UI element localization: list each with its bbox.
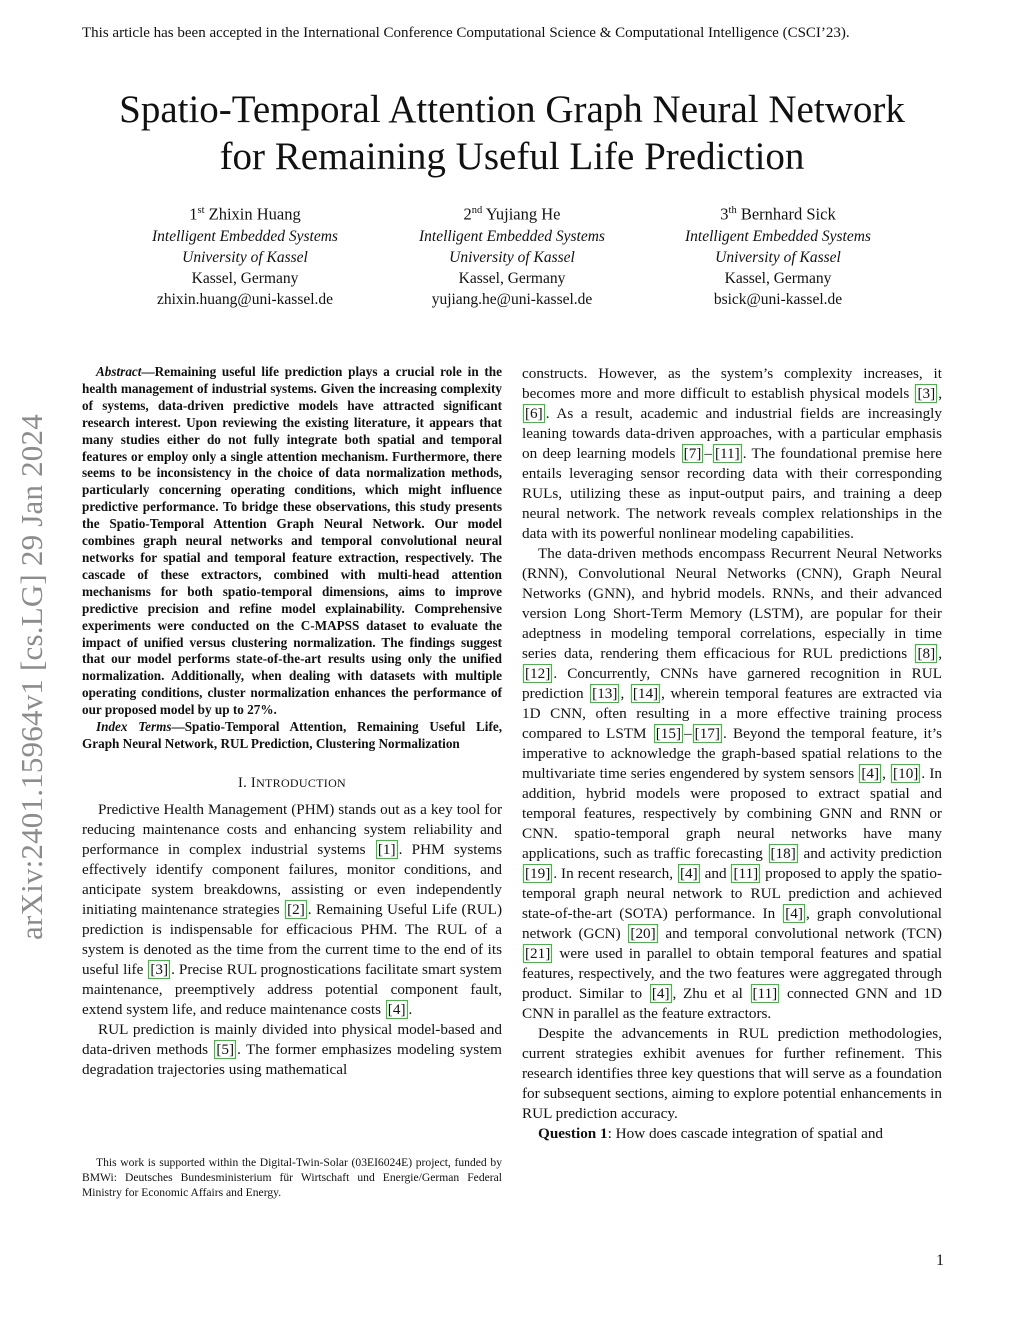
author-block-2 (382, 200, 642, 310)
citation-link[interactable]: [17] (694, 725, 720, 742)
text-run: The data-driven methods encompass Recurrent Neural Networks (RNN), Convolutional Neural Networks (CNN), Graph Neural Networks (GNN), and hybrid models. RNNs, and their advanced version Long Short-Term Memory (LSTM), are popular for their adeptness in modeling temporal correlations, especially in time series data, rendering them efficacious for RUL predictions (522, 545, 942, 662)
author-name: Bernhard Sick (740, 204, 836, 224)
abstract (82, 364, 502, 719)
title-line-2: for Remaining Useful Life Prediction (219, 135, 805, 178)
citation-link[interactable]: [5] (216, 1040, 235, 1058)
text-run: . Precise RUL prognostications facilitate smart system maintenance, preemptively address potential component fault, extend system life, and reduce maintenance costs (82, 960, 502, 1018)
text-run: , graph convolutional network (GCN) (522, 905, 942, 942)
text-run: . The foundational premise here entails leveraging sensor recording data with their corresponding RULs, utilizing these as input-output pairs, and training a deep neural network. The network reveals complex relationships in the data with its powerful nonlinear modeling capabilities. (522, 445, 942, 542)
author-order: 1 (189, 204, 198, 224)
citation-link[interactable]: [4] (651, 985, 670, 1002)
text-run: . Remaining Useful Life (RUL) prediction is indispensable for efficacious PHM. The RUL of a system is denoted as the time from the current time to the end of its useful life (82, 900, 502, 978)
author-university: University of Kassel (715, 248, 841, 266)
text-run: , (620, 685, 630, 702)
index-terms-label: Index Terms (96, 719, 172, 735)
author-order: 2 (463, 204, 472, 224)
text-run: RUL prediction is mainly divided into physical model-based and data-driven methods (82, 1020, 502, 1058)
text-run: and temporal convolutional network (TCN) (658, 925, 942, 942)
citation-link[interactable]: [2] (287, 900, 305, 918)
author-order-suffix: th (728, 205, 737, 216)
question-1 (522, 1124, 942, 1144)
text-run: proposed to apply the spatio-temporal graph neural network to RUL prediction and achieved state-of-the-art (SOTA) performance. In (522, 865, 943, 922)
text-run: connected GNN and 1D CNN in parallel as the feature extractors. (522, 985, 942, 1022)
text-run: , wherein temporal features are extracted via 1D CNN, often resulting in a more effective training process compared to LSTM (522, 685, 942, 742)
text-run: were used in parallel to obtain temporal features and spatial features, respectively, and the two features were aggregated through product. Similar to (522, 945, 942, 1002)
author-name: Zhixin Huang (208, 204, 301, 224)
right-paragraph-2 (522, 544, 942, 1024)
citation-link[interactable]: [11] (752, 985, 778, 1002)
author-department: Intelligent Embedded Systems (419, 227, 605, 245)
left-column (82, 364, 502, 1080)
citation-link[interactable]: [21] (525, 945, 551, 962)
author-name: Yujiang He (485, 204, 561, 224)
author-block-1 (115, 200, 375, 310)
footnote (82, 1155, 502, 1200)
text-run: , (938, 385, 942, 402)
author-location: Kassel, Germany (191, 269, 299, 287)
author-university: University of Kassel (182, 248, 308, 266)
text-run: . Concurrently, CNNs have garnered recognition in RUL prediction (522, 665, 942, 702)
text-run: , (938, 645, 942, 662)
text-run: . In recent research, (553, 865, 677, 882)
text-run: – (684, 725, 692, 742)
author-name-line (648, 200, 908, 225)
citation-link[interactable]: [4] (679, 865, 698, 882)
citation-link[interactable]: [12] (525, 665, 551, 682)
citation-link[interactable]: [8] (917, 645, 936, 662)
text-run: . (408, 1000, 413, 1018)
intro-paragraph-1 (82, 800, 502, 1020)
section-title: NTRODUCTION (256, 775, 347, 790)
author-order-suffix: nd (471, 205, 483, 216)
author-department: Intelligent Embedded Systems (152, 227, 338, 245)
title-line-1: Spatio-Temporal Attention Graph Neural Network (119, 88, 905, 131)
question-1-text: : How does cascade integration of spatial and (607, 1125, 884, 1142)
citation-link[interactable]: [15] (655, 725, 682, 742)
right-paragraph-1 (522, 364, 942, 544)
text-run: and (700, 865, 731, 882)
text-run: . PHM systems effectively identify component failures, monitor conditions, and anticipate system breakdowns, assisting or even independently initiating maintenance strategies (82, 840, 502, 918)
author-name-line (115, 200, 375, 225)
text-run: , Zhu et al (672, 985, 750, 1002)
citation-link[interactable]: [4] (785, 905, 803, 922)
section-number: I. I (237, 774, 257, 791)
citation-link[interactable]: [11] (714, 445, 740, 462)
paper-title (60, 86, 964, 180)
citation-link[interactable]: [4] (861, 765, 880, 782)
footnote-text: This work is supported within the Digital-Twin-Solar (03EI6024E) project, funded by BMWi: Deutsches Bundesministerium für Wirtschaft und Energie/German Federal Ministry for Economic Affairs and Energy. (82, 1156, 502, 1199)
text-run: . The former emphasizes modeling system degradation trajectories using mathematical (82, 1040, 502, 1078)
citation-link[interactable]: [20] (630, 925, 656, 942)
author-location: Kassel, Germany (724, 269, 832, 287)
author-block-3 (648, 200, 908, 310)
text-run: , (882, 765, 891, 782)
author-location: Kassel, Germany (458, 269, 566, 287)
author-email[interactable]: yujiang.he@uni-kassel.de (431, 290, 593, 308)
author-email[interactable]: bsick@uni-kassel.de (713, 290, 843, 308)
author-email[interactable]: zhixin.huang@uni-kassel.de (156, 290, 334, 308)
abstract-label: Abstract (96, 364, 142, 379)
text-run: Predictive Health Management (PHM) stands out as a key tool for reducing maintenance costs and enhancing system reliability and performance in complex industrial systems (82, 800, 502, 858)
citation-link[interactable]: [18] (770, 845, 796, 862)
index-terms-text: —Spatio-Temporal Attention, Remaining Useful Life, Graph Neural Network, RUL Prediction, Clustering Normalization (82, 719, 502, 751)
citation-link[interactable]: [1] (377, 840, 396, 858)
citation-link[interactable]: [10] (893, 765, 919, 782)
citation-link[interactable]: [4] (387, 1000, 406, 1018)
author-name-line (382, 200, 642, 225)
author-order: 3 (720, 204, 729, 224)
text-run: – (704, 445, 712, 462)
page-number: 1 (936, 1252, 944, 1269)
citation-link[interactable]: [13] (592, 685, 618, 702)
author-order-suffix: st (197, 205, 205, 216)
section-heading-introduction (82, 775, 502, 792)
text-run: . As a result, academic and industrial fields are increasingly leaning towards data-driven approaches, with a particular emphasis on deep learning models (522, 405, 942, 462)
citation-link[interactable]: [14] (632, 685, 659, 702)
citation-link[interactable]: [19] (525, 865, 551, 882)
index-terms (82, 719, 502, 753)
author-university: University of Kassel (449, 248, 575, 266)
text-run: . Beyond the temporal feature, it’s imperative to acknowledge the graph-based spatial relations to the multivariate time series engendered by system sensors (522, 725, 942, 782)
author-department: Intelligent Embedded Systems (685, 227, 871, 245)
citation-link[interactable]: [7] (683, 445, 702, 462)
citation-link[interactable]: [3] (917, 385, 936, 402)
acceptance-notice: This article has been accepted in the International Conference Computational Science & Computational Intelligence (CSCI’23). (82, 25, 850, 41)
right-paragraph-3: Despite the advancements in RUL prediction methodologies, current strategies exhibit avenues for further refinement. This research identifies three key questions that will serve as a foundation for subsequent sections, aiming to explore potential enhancements in RUL prediction accuracy. (522, 1025, 942, 1122)
arxiv-watermark[interactable]: arXiv:2401.15964v1 [cs.LG] 29 Jan 2024 (14, 414, 49, 940)
text-run: . In addition, hybrid models were proposed to extract spatial and temporal features, respectively by combining GNN and RNN or CNN. spatio-temporal graph neural networks have many applications, such as traffic forecasting (522, 765, 942, 862)
text-run: constructs. However, as the system’s complexity increases, it becomes more and more difficult to establish physical models (522, 365, 942, 402)
text-run: and activity prediction (798, 845, 942, 862)
right-column (522, 364, 942, 1144)
citation-link[interactable]: [3] (150, 960, 169, 978)
question-1-label: Question 1 (538, 1125, 608, 1142)
abstract-text: —Remaining useful life prediction plays a crucial role in the health management of industrial systems. Given the increasing complexity of systems, data-driven predictive models have attracted significant research interest. Upon reviewing the existing literature, it appears that many studies either do not fully integrate both spatial and temporal features or employ only a single attention mechanism. Furthermore, there seems to be inconsistency in the choice of data normalization methods, particularly concerning operating conditions, which might influence predictive performance. To bridge these observations, this study presents the Spatio-Temporal Attention Graph Neural Network. Our model combines graph neural networks and temporal convolutional neural networks for spatial and temporal feature extraction, respectively. The cascade of these extractors, combined with multi-head attention mechanisms for both spatio-temporal dimensions, aims to improve predictive precision and refine model explainability. Comprehensive experiments were conducted on the C-MAPSS dataset to evaluate the impact of unified versus clustering normalization. The findings suggest that our model performs state-of-the-art results using only the unified normalization. Additionally, when dealing with datasets with multiple operating conditions, cluster normalization enhances the performance of our proposed model by up to 27%. (82, 364, 502, 718)
citation-link[interactable]: [6] (525, 405, 543, 422)
intro-paragraph-2 (82, 1020, 502, 1080)
citation-link[interactable]: [11] (733, 865, 759, 882)
